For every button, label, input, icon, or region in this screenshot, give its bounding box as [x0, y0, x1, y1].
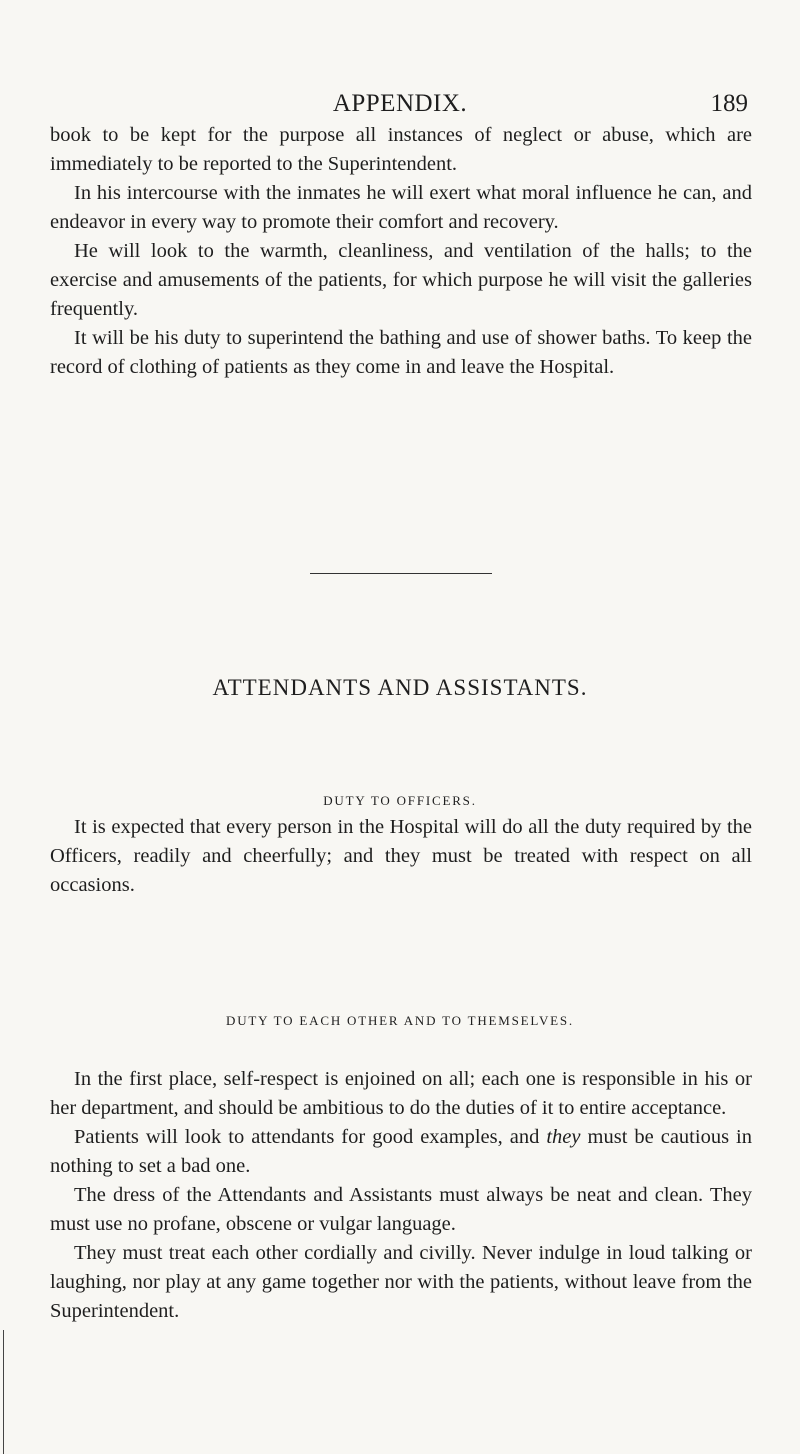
page-edge-mark [3, 1330, 4, 1454]
running-head: APPENDIX. [332, 90, 468, 117]
subheading-duty-to-each-other: DUTY TO EACH OTHER AND TO THEMSELVES. [226, 1013, 574, 1028]
subheading-duty-to-officers: DUTY TO OFFICERS. [323, 793, 477, 808]
italic-emphasis: they [546, 1126, 581, 1148]
text-run: must be cautious in nothing to set a bad one. [50, 1126, 752, 1177]
paragraph: The dress of the Attendants and Assistants must always be neat and clean. They must use no profane, obscene or vulgar language. [50, 1184, 752, 1235]
paragraph: It is expected that every person in the Hospital will do all the duty required by the Officers, readily and cheerfully; and they must be treated with respect on all occasions. [50, 816, 752, 896]
paragraph [50, 1123, 752, 1181]
paragraph: book to be kept for the purpose all instances of neglect or abuse, which are immediately to be reported to the Superintendent. [50, 124, 752, 175]
text-run: Patients will look to attendants for good examples, and [74, 1126, 547, 1148]
paragraph: In the first place, self-respect is enjoined on all; each one is responsible in his or her department, and should be ambitious to do the duties of it to entire acceptance. [50, 1068, 752, 1119]
officer-duties-text [50, 121, 752, 382]
duty-to-each-other-text [50, 1065, 752, 1326]
section-divider [310, 573, 492, 574]
duty-to-officers-text [50, 813, 752, 900]
paragraph: In his intercourse with the inmates he will exert what moral influence he can, and endeavor in every way to promote their comfort and recovery. [50, 182, 752, 233]
section-title: ATTENDANTS AND ASSISTANTS. [212, 675, 588, 700]
paragraph: They must treat each other cordially and civilly. Never indulge in loud talking or laughing, nor play at any game together nor with the patients, without leave from the Superintendent. [50, 1242, 752, 1322]
page-number: 189 [710, 90, 748, 117]
paragraph: It will be his duty to superintend the bathing and use of shower baths. To keep the record of clothing of patients as they come in and leave the Hospital. [50, 327, 752, 378]
paragraph: He will look to the warmth, cleanliness, and ventilation of the halls; to the exercise and amusements of the patients, for which purpose he will visit the galleries frequently. [50, 240, 752, 320]
